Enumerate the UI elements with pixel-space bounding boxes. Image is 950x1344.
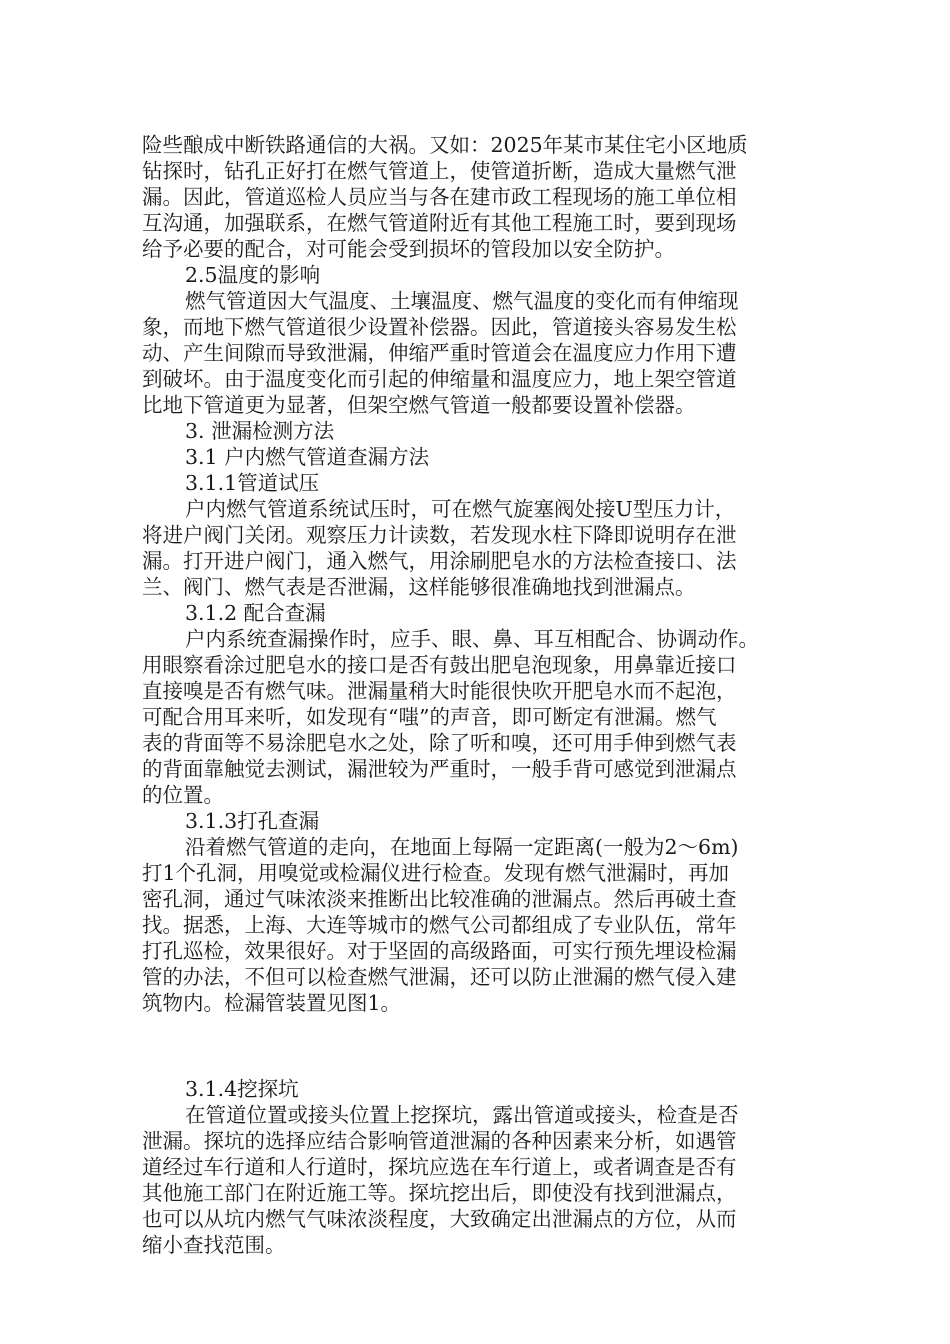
text-line: 沿着燃气管道的走向，在地面上每隔一定距离(一般为2～6m) bbox=[185, 835, 739, 859]
text-line: 将进户阀门关闭。观察压力计读数，若发现水柱下降即说明存在泄 bbox=[142, 523, 737, 547]
text-line: 户内系统查漏操作时，应手、眼、鼻、耳互相配合、协调动作。 bbox=[185, 627, 759, 651]
text-line: 动、产生间隙而导致泄漏，伸缩严重时管道会在温度应力作用下遭 bbox=[142, 341, 737, 365]
text-line: 给予必要的配合，对可能会受到损坏的管段加以安全防护。 bbox=[142, 237, 675, 261]
text-line: 燃气管道因大气温度、土壤温度、燃气温度的变化而有伸缩现 bbox=[185, 289, 739, 313]
text-line: 道经过车行道和人行道时，探坑应选在车行道上，或者调查是否有 bbox=[142, 1155, 737, 1179]
text-line: 在管道位置或接头位置上挖探坑，露出管道或接头，检查是否 bbox=[185, 1103, 739, 1127]
section-heading: 3.1 户内燃气管道查漏方法 bbox=[185, 445, 430, 469]
text-line: 的位置。 bbox=[142, 783, 224, 807]
text-line: 筑物内。检漏管装置见图1。 bbox=[142, 991, 402, 1015]
text-line: 表的背面等不易涂肥皂水之处，除了听和嗅，还可用手伸到燃气表 bbox=[142, 731, 737, 755]
text-line: 打孔巡检，效果很好。对于坚固的高级路面，可实行预先埋设检漏 bbox=[142, 939, 737, 963]
text-line: 可配合用耳来听，如发现有“嗤”的声音，即可断定有泄漏。燃气 bbox=[142, 705, 717, 729]
text-line: 户内燃气管道系统试压时，可在燃气旋塞阀处接U型压力计， bbox=[185, 497, 736, 521]
text-line: 管的办法，不但可以检查燃气泄漏，还可以防止泄漏的燃气侵入建 bbox=[142, 965, 737, 989]
text-line: 其他施工部门在附近施工等。探坑挖出后，即使没有找到泄漏点， bbox=[142, 1181, 737, 1205]
text-line: 漏。因此，管道巡检人员应当与各在建市政工程现场的施工单位相 bbox=[142, 185, 737, 209]
section-heading: 3.1.1管道试压 bbox=[185, 471, 320, 495]
text-line: 比地下管道更为显著，但架空燃气管道一般都要设置补偿器。 bbox=[142, 393, 696, 417]
section-heading: 3.1.3打孔查漏 bbox=[185, 809, 320, 833]
text-line: 直接嗅是否有燃气味。泄漏量稍大时能很快吹开肥皂水而不起泡， bbox=[142, 679, 737, 703]
text-line: 互沟通，加强联系，在燃气管道附近有其他工程施工时，要到现场 bbox=[142, 211, 737, 235]
section-heading: 2.5温度的影响 bbox=[185, 263, 321, 287]
text-line: 泄漏。探坑的选择应结合影响管道泄漏的各种因素来分析，如遇管 bbox=[142, 1129, 737, 1153]
text-line: 密孔洞，通过气味浓淡来推断出比较准确的泄漏点。然后再破土查 bbox=[142, 887, 737, 911]
text-line: 到破坏。由于温度变化而引起的伸缩量和温度应力，地上架空管道 bbox=[142, 367, 737, 391]
text-line: 漏。打开进户阀门，通入燃气，用涂刷肥皂水的方法检查接口、法 bbox=[142, 549, 737, 573]
text-line: 钻探时，钻孔正好打在燃气管道上，使管道折断，造成大量燃气泄 bbox=[142, 159, 737, 183]
text-line: 兰、阀门、燃气表是否泄漏，这样能够很准确地找到泄漏点。 bbox=[142, 575, 696, 599]
text-line: 也可以从坑内燃气气味浓淡程度，大致确定出泄漏点的方位，从而 bbox=[142, 1207, 737, 1231]
text-line: 缩小查找范围。 bbox=[142, 1233, 286, 1257]
text-line: 象，而地下燃气管道很少设置补偿器。因此，管道接头容易发生松 bbox=[142, 315, 737, 339]
text-line: 的背面靠触觉去测试，漏泄较为严重时，一般手背可感觉到泄漏点 bbox=[142, 757, 737, 781]
text-line: 险些酿成中断铁路通信的大祸。又如：2025年某市某住宅小区地质 bbox=[142, 133, 748, 157]
section-heading: 3.1.4挖探坑 bbox=[185, 1077, 299, 1101]
section-heading: 3.1.2 配合查漏 bbox=[185, 601, 326, 625]
text-line: 打1个孔洞，用嗅觉或检漏仪进行检查。发现有燃气泄漏时，再加 bbox=[142, 861, 730, 885]
text-line: 找。据悉，上海、大连等城市的燃气公司都组成了专业队伍，常年 bbox=[142, 913, 737, 937]
text-line: 用眼察看涂过肥皂水的接口是否有鼓出肥皂泡现象，用鼻靠近接口 bbox=[142, 653, 737, 677]
section-heading: 3. 泄漏检测方法 bbox=[185, 419, 335, 443]
